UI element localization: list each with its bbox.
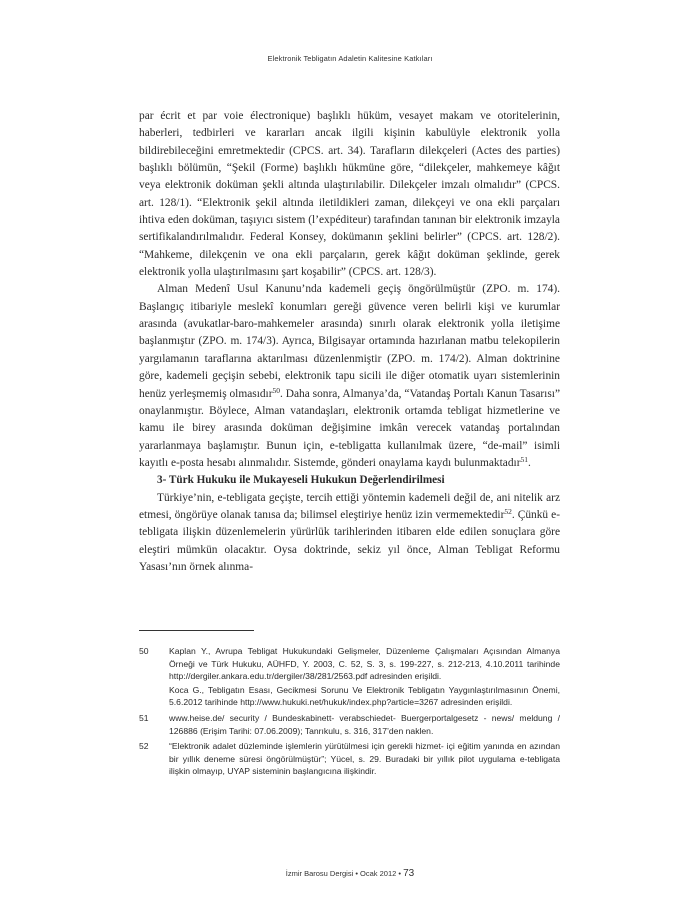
paragraph-text: . Çünkü e-tebligata ilişkin düzenlemelerin yürürlük tarihlerinden itibaren elde edilen sonuçlara göre eleştiri mümkün olacaktır. Oysa doktrinde, sekiz yıl önce, Alman Tebligat Reformu Yasası’nın örnek alınma- [139,508,561,573]
paragraph-text: . [528,456,531,469]
footnote-52 [139,740,560,778]
body-text [139,108,560,576]
footnote-ref-50[interactable]: 50 [272,385,281,395]
footnotes [139,645,560,781]
footnote-body [169,712,560,737]
footnote-number: 52 [139,741,149,752]
paragraph-text: . Daha sonra, Almanya’da, “Vatandaş Portalı Kanun Tasarısı” onaylanmıştır. Böylece, Alman vatandaşları, elektronik ortamda tebligat hizmetlerine ve kamu ile birey arasında doküman değişimine imkân verecek vatandaş portalından yararlanmaya başlamıştır. Bunun için, e-tebligatta kullanılmak üzere, “de-mail” isimli kayıtlı e-posta hesabı alınmalıdır. Sistemde, gönderi onaylama kaydı bulunmaktadır [139,387,561,469]
footnote-ref-51[interactable]: 51 [520,454,528,464]
journal-name: İzmir Barosu Dergisi • Ocak 2012 • [285,869,402,878]
footnote-body [169,645,560,709]
paragraph [139,490,560,577]
footnote-number: 50 [139,646,149,656]
paragraph [139,281,560,472]
paragraph-text: Alman Medenî Usul Kanunu’nda kademeli geçiş öngörülmüştür (ZPO. m. 174). Başlangıç itibariyle meslekî konumları gereği güvence veren belirli kişi ve kurumlar arasında (avukatlar-baro-mahkemeler arasında) sınırlı olarak elektronik yolla iletişime başlanmıştır (ZPO. m. 174/3). Ayrıca, Bilgisayar ortamında hazırlanan matbu telekopilerin yargılamanın taraflarına aktarılması düzenlenmiştir (ZPO. m. 174/2). Alman doktrinine göre, kademeli geçişin sebebi, elektronik tapu sicili ile diğer otomatik uyarı sistemlerinin henüz yerleşmemiş olmasıdır [139,283,560,400]
footnote-number: 51 [139,712,149,723]
footnote-divider [139,630,254,631]
page-number: 73 [403,868,415,879]
footnote-body [169,740,560,778]
footnote-text: Kaplan Y., Avrupa Tebligat Hukukundaki Gelişmeler, Düzenleme Çalışmaları Açısından Almanya Örneği ve Türk Hukuku, AÜHFD, Y. 2003, C. 52, S. 3, s. 199-227, s. 212-213, 4.10.2011 tarihinde http://dergiler.ankara.edu.tr/dergiler/38/281/2563.pdf adresinden erişildi. [169,646,560,682]
paragraph-text: Türkiye’nin, e-tebligata geçişte, tercih ettiği yöntemin kademeli değil de, ani nitelik arz etmesi, öngörüye olanak tanısa da; bilimsel eleştiriye henüz izin vermemektedir [139,491,560,521]
section-heading: 3- Türk Hukuku ile Mukayeseli Hukukun Değerlendirilmesi [157,474,445,487]
page-footer [0,868,700,879]
footnote-51 [139,712,560,737]
paragraph: par écrit et par voie électronique) başlıklı hüküm, vesayet makam ve otoritelerinin, haberleri, tedbirleri ve kararları ancak ilgili kişinin kabulüyle elektronik yolla bildirebileceğini emretmektedir (CPCS. art. 34). Tarafların dilekçeleri (Actes des parties) başlıklı bölümün, “Şekil (Forme) başlıklı hükmüne göre, “dilekçeler, mahkemeye kâğıt veya elektronik doküman şekli altında ulaştırılabilir. Dilekçeler imzalı olmalıdır” (CPCS. art. 128/1). “Elektronik şekil altında iletildikleri zaman, dilekçeyi ve ona ekli parçaları ihtiva eden doküman, taşıyıcı sistem (l’expéditeur) tarafından tanınan bir elektronik imzayla sertifikalandırılmalıdır. Federal Konsey, dokümanın şeklini belirler” (CPCS. art. 128/2). “Mahkeme, dilekçenin ve ona ekli parçaların, gerek kâğıt doküman şeklinde, gerek elektronik yolla ulaştırılmasını şart koşabilir” (CPCS. art. 128/3). [139,110,560,279]
footnote-text: www.heise.de/ security / Bundeskabinett- verabschiedet- Buergerportalgesetz - news/ meldung / 126886 (Erişim Tarihi: 07.06.2009); Tanrıkulu, s. 316, 317’den naklen. [169,712,560,736]
running-head: Elektronik Tebligatın Adaletin Kalitesine Katkıları [267,54,433,63]
footnote-ref-52[interactable]: 52 [504,506,512,516]
footnote-text: “Elektronik adalet düzleminde işlemlerin yürütülmesi için gerekli hizmet- içi eğitim yanında en azından bir yıllık deneme süresi öngörülmüştür”; Yücel, s. 29. Buradaki bir yıllık pilot uygulama e-tebligata ilişkin olmayıp, UYAP sisteminin başlangıcına ilişkindir. [169,741,560,777]
footnote-text: Koca G., Tebligatın Esası, Gecikmesi Sorunu Ve Elektronik Tebligatın Yaygınlaştırılmasının Önemi, 5.6.2012 tarihinde http://www.hukuki.net/hukuk/index.php?article=3267 adresinden erişildi. [169,684,560,708]
footnote-50 [139,645,560,709]
